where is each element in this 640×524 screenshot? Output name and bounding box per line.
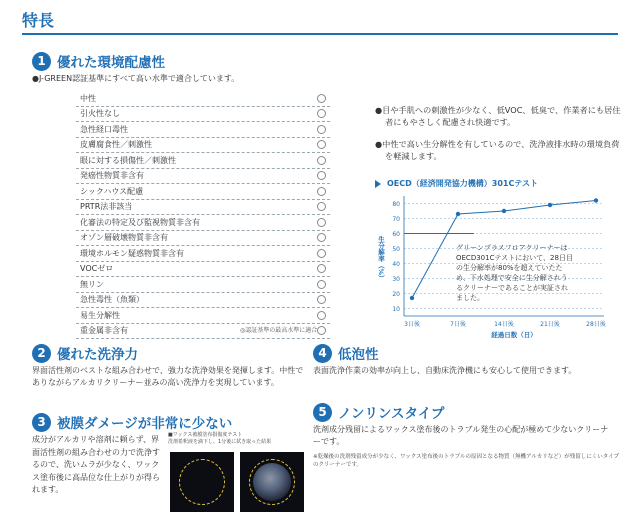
certification-label: 易生分解性 [80,310,120,320]
double-circle-icon [317,202,326,211]
certification-row [76,293,330,309]
y-axis-label: 生分解率（%） [377,236,385,282]
x-tick-label: 7日後 [450,321,466,328]
section-3-header [32,412,232,432]
benefit-bullet-2: ●中性で高い生分解性を有しているので、洗浄液排水時の環境負荷を軽減します。 [375,139,620,161]
chart-annotation-line: め、下水処理で安全に生分解されう [456,274,568,282]
double-circle-icon [317,311,326,320]
certification-row [76,246,330,262]
certification-label: 引火性なし [80,109,120,119]
section-1-title: 優れた環境配慮性 [57,55,165,71]
coating-test-caption-line-2: 洗剤希釈液を滴下し、1分後に拭き取った結果 [168,439,272,445]
y-tick-label: 70 [392,216,400,223]
certification-label: シックハウス配慮 [80,186,144,196]
certification-row [76,231,330,247]
chart-heading [375,178,538,189]
benefit-bullet-1: ●目や手肌への刺激性が少なく、低VOC、低臭で、作業者にも居住者にもやさしく配慮され快適です。 [375,105,621,127]
double-circle-icon [317,295,326,304]
chart-title: OECD（経済開発協力機構）301Cテスト [387,179,539,188]
section-2-title: 優れた洗浄力 [57,347,138,363]
certification-row [76,277,330,293]
coating-test-caption [168,432,271,446]
chart-annotation-line: の生分解率が80%を超えていたた [456,264,563,272]
y-tick-label: 10 [392,306,400,313]
x-tick-label: 21日後 [540,321,560,328]
certification-label: VOCゼロ [80,264,114,274]
section-4-number-badge: 4 [313,344,332,363]
dashed-ring [249,459,295,505]
certification-row [76,122,330,138]
section-5-header [313,402,444,422]
section-3-text: 成分がアルカリや溶剤に頼らず、界面活性剤の組み合わせの力で洗浄するので、洗いムラが少なく、ワックス塗布後に高品位な仕上がりが得られます。 [32,435,160,494]
certification-label: 中性 [80,93,96,103]
data-point [456,212,460,216]
certification-list [76,91,330,339]
section-1-number-badge: 1 [32,52,51,71]
section-5-note: ※乾燥後の洗剤残留成分が少なく、ワックス塗布後のトラブルの原因となる物質（無機アルカリなど）が残留しにくいタイプのクリーナーです。 [313,454,619,468]
y-tick-label: 40 [392,261,400,268]
data-point [410,296,414,300]
certification-label: 皮膚腐食性／刺激性 [80,140,152,150]
certification-label: オゾン層破壊物質非含有 [80,233,168,243]
chart-annotation-line: ました。 [456,294,484,302]
certification-row [76,200,330,216]
double-circle-icon [317,125,326,134]
certification-row [76,184,330,200]
coating-test-image-2 [240,452,304,512]
certification-row [76,215,330,231]
double-circle-icon [317,187,326,196]
double-circle-icon [317,140,326,149]
certification-label: 眼に対する損傷性／刺激性 [80,155,176,165]
benefit-bullets [375,104,621,172]
certification-row [76,138,330,154]
double-circle-icon [317,249,326,258]
double-circle-icon [317,171,326,180]
certification-label: PRTR法非該当 [80,202,133,212]
x-tick-label: 3日後 [404,321,420,328]
section-1-intro: ●J-GREEN認証基準にすべて高い水準で適合しています。 [32,74,240,83]
certification-label: 重金属非含有 [80,326,128,336]
certification-label: 化審法の特定及び監視物質非含有 [80,217,200,227]
section-4-text: 表面洗浄作業の効率が向上し、自動床洗浄機にも安心して使用できます。 [313,366,577,375]
certification-label: 発癌性物質非含有 [80,171,144,181]
data-point [548,203,552,207]
page-title: 特長 [22,11,55,30]
double-circle-icon [317,264,326,273]
section-2-number-badge: 2 [32,344,51,363]
title-rule [22,33,618,35]
section-5-number-badge: 5 [313,403,332,422]
x-axis-label: 経過日数（日） [491,331,537,339]
certification-row [76,262,330,278]
coating-test-image-1 [170,452,234,512]
double-circle-icon [317,280,326,289]
data-point [502,209,506,213]
chart-annotation-line: グリーンプラスフロアクリーナーは [456,244,568,252]
y-tick-label: 20 [392,291,400,298]
double-circle-icon [317,94,326,103]
certification-note: ◎認証基準の最高水準に適合 [240,327,318,334]
double-circle-icon [317,218,326,227]
double-circle-icon [317,233,326,242]
coating-test-caption-line-1: ■ワックス被膜塗布損傷度テスト [168,432,243,438]
certification-row [76,107,330,123]
certification-row [76,308,330,324]
y-tick-label: 80 [392,201,400,208]
section-3-number-badge: 3 [32,413,51,432]
double-circle-icon [317,326,326,335]
y-tick-label: 30 [392,276,400,283]
certification-label: 急性毒性（魚類） [80,295,144,305]
dashed-ring [179,459,225,505]
certification-row [76,169,330,185]
section-2-header [32,343,138,363]
y-tick-label: 60 [392,231,400,238]
data-point [594,198,598,202]
certification-row [76,153,330,169]
x-tick-label: 28日後 [586,321,606,328]
section-5-title: ノンリンスタイプ [338,406,445,422]
y-tick-label: 50 [392,246,400,253]
chart-svg [372,190,612,340]
certification-row [76,91,330,107]
biodegradation-chart [372,190,612,344]
section-4-title: 低泡性 [338,347,379,363]
section-5-text: 洗剤成分残留によるワックス塗布後のトラブル発生の心配が極めて少ないクリーナーです。 [313,425,609,446]
certification-label: 環境ホルモン疑惑物質非含有 [80,248,184,258]
section-1-header [32,51,165,71]
chart-annotation-line: OECD301Cテストにおいて、28日目 [456,254,573,262]
certification-label: 急性経口毒性 [80,124,128,134]
section-4-header [313,343,379,363]
section-3-title: 被膜ダメージが非常に少ない [57,416,233,432]
certification-label: 無リン [80,279,104,289]
double-circle-icon [317,109,326,118]
x-tick-label: 14日後 [494,321,514,328]
section-2-text: 界面活性剤のベストな組み合わせで、強力な洗浄効果を発揮します。中性でありながらアルカリクリーナー並みの高い洗浄力を実現しています。 [32,366,304,387]
triangle-icon [375,180,381,188]
double-circle-icon [317,156,326,165]
chart-annotation-line: るクリーナーであることが実証され [456,284,568,292]
